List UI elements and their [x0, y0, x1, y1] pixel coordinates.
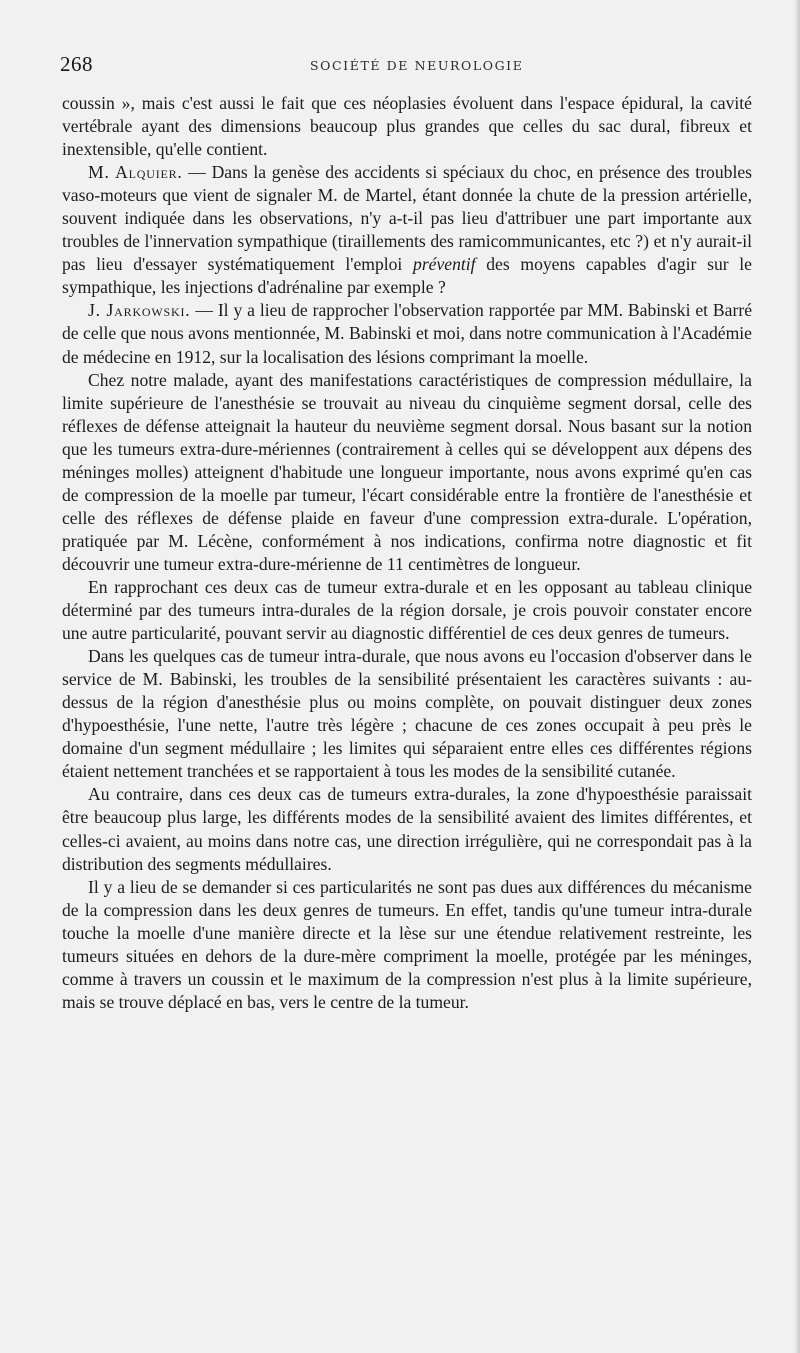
paragraph-text: des moyens capables d'agir sur le sympathique, les injections d'adrénaline par exemple ?: [62, 254, 752, 298]
paragraph: En rapprochant ces deux cas de tumeur extra-durale et en les opposant au tableau clinique déterminé par des tumeurs intra-durales de la région dorsale, je crois pouvoir constater encore une autre particularité, pouvant servir au diagnostic différentiel de ces deux genres de tumeurs.: [62, 576, 752, 644]
speaker-name: J. Jarkowski.: [88, 300, 191, 321]
paragraph-continuation: coussin », mais c'est aussi le fait que ces néoplasies évoluent dans l'espace épidural, la cavité vertébrale ayant des dimensions beaucoup plus grandes que celles du sac dural, fibreux et inextensible, qu'elle contient.: [62, 93, 752, 160]
page-number: 268: [60, 52, 93, 76]
paragraph: Dans les quelques cas de tumeur intra-durale, que nous avons eu l'occasion d'observer dans le service de M. Babinski, les troubles de la sensibilité présentaient les caractères suivants : au-dessus de la région d'anesthésie plus ou moins complète, on pouvait distinguer deux zones d'hypoesthésie, l'une nette, l'autre très légère ; chacune de ces zones occupait à peu près le domaine d'un segment médullaire ; les limites qui séparaient entre elles ces différentes régions étaient nettement tranchées et se rapportaient à tous les modes de la sensibilité cutanée.: [62, 646, 752, 782]
article-body: [62, 92, 752, 1014]
paragraph-text: — Dans la genèse des accidents si spéciaux du choc, en présence des troubles vaso-moteurs que vient de signaler M. de Martel, étant donnée la chute de la pression artérielle, souvent indiquée dans les observations, n'y a-t-il pas lieu d'attribuer une part importante aux troubles de l'innervation sympathique (tiraillements des ramicommunicantes, etc ?) et n'y aurait-il pas lieu d'essayer systématiquement l'emploi: [62, 162, 752, 275]
speaker-name: M. Alquier.: [88, 162, 183, 183]
paragraph: Il y a lieu de se demander si ces particularités ne sont pas dues aux différences du mécanisme de la compression dans les deux genres de tumeurs. En effet, tandis qu'une tumeur intra-durale touche la moelle d'une manière directe et la lèse sur une étendue relativement restreinte, les tumeurs situées en dehors de la dure-mère compriment la moelle, protégée par les méninges, comme à travers un coussin et le maximum de la compression n'est plus à la limite supérieure, mais se trouve déplacé en bas, vers le centre de la tumeur.: [62, 876, 752, 1012]
page-edge-shadow: [794, 0, 800, 1353]
paragraph-text: — Il y a lieu de rapprocher l'observation rapportée par MM. Babinski et Barré de celle que nous avons mentionnée, M. Babinski et moi, dans notre communication à l'Académie de médecine en 1912, sur la localisation des lésions comprimant la moelle.: [62, 300, 753, 367]
paragraph: Au contraire, dans ces deux cas de tumeurs extra-durales, la zone d'hypoesthésie paraissait être beaucoup plus large, les différents modes de la sensibilité avaient des limites différentes, et celles-ci avaient, au moins dans notre cas, une direction irrégulière, qui ne correspondait pas à la distribution des segments médullaires.: [62, 784, 752, 874]
paragraph-alquier: [62, 161, 752, 299]
page-header: [60, 52, 752, 82]
emphasis-text: préventif: [413, 254, 476, 275]
paragraph: Chez notre malade, ayant des manifestations caractéristiques de compression médullaire, la limite supérieure de l'anesthésie se trouvait au niveau du cinquième segment dorsal, celle des réflexes de défense atteignait la hauteur du neuvième segment dorsal. Nous basant sur la notion que les tumeurs extra-dure-mériennes (contrairement à celles qui se développent aux dépens des méninges molles) atteignent d'habitude une longueur importante, nous avons exprimé qu'en cas de compression de la moelle par tumeur, l'écart considérable entre la frontière de l'anesthésie et celle des réflexes de défense plaide en faveur d'une compression extra-durale. L'opération, pratiquée par M. Lécène, conformément à nos indications, confirma notre diagnostic et fit découvrir une tumeur extra-dure-mérienne de 11 centimètres de longueur.: [62, 369, 752, 574]
running-head: SOCIÉTÉ DE NEUROLOGIE: [310, 58, 524, 73]
paragraph-jarkowski: [62, 299, 752, 368]
